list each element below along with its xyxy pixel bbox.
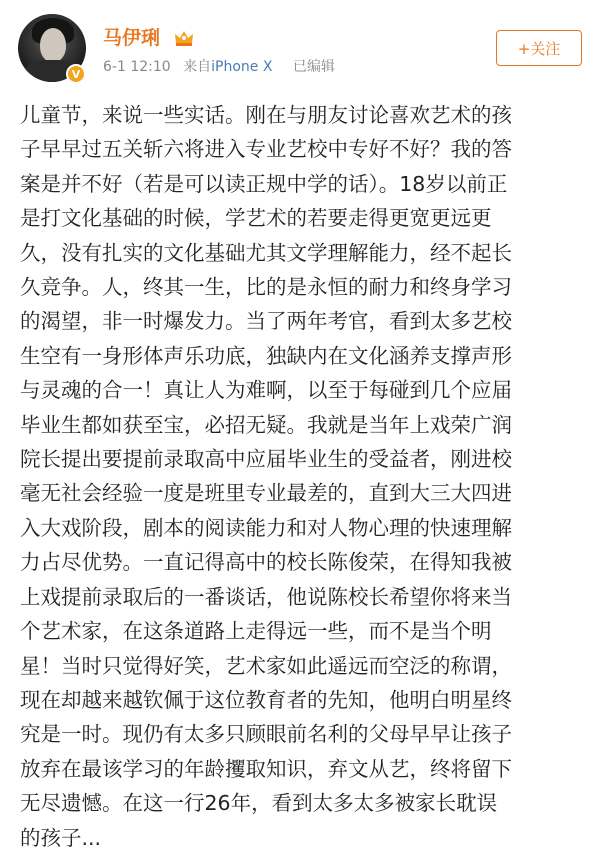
post-header (0, 0, 600, 96)
post-text-line: 无尽遗憾。在这一行26年，看到太多太多被家长耽误 (20, 791, 498, 816)
post-text-line: 现在却越来越钦佩于这位教育者的先知，他明白明星终 (20, 687, 512, 712)
post-source-prefix: 来自 (183, 59, 212, 75)
post-text-line: 的渴望，非一时爆发力。当了两年考官，看到太多艺校 (20, 309, 512, 334)
post-text-line: 儿童节，来说一些实话。刚在与朋友讨论喜欢艺术的孩 (20, 103, 512, 127)
author-name[interactable]: 马伊琍 (103, 27, 161, 49)
post-text-line: 院长提出要提前录取高中应届毕业生的受益者，刚进校 (20, 447, 512, 472)
post-text-line: 是打文化基础的时候，学艺术的若要走得更宽更远更 (20, 206, 492, 231)
post-device[interactable]: iPhone X (211, 59, 273, 75)
post-text-line: 个艺术家，在这条道路上走得远一些，而不是当个明 (20, 619, 492, 644)
verified-v-icon: V (66, 64, 86, 84)
edited-label[interactable]: 已编辑 (292, 59, 335, 75)
follow-button[interactable]: +关注 (496, 30, 582, 66)
post-body (20, 98, 586, 850)
post-text-line: 入大戏阶段，剧本的阅读能力和对人物心理的快速理解 (20, 515, 512, 540)
crown-icon (174, 29, 194, 47)
post-text-line: 力占尽优势。一直记得高中的校长陈俊荣，在得知我被 (20, 550, 512, 575)
post-text-line: 生空有一身形体声乐功底，独缺内在文化涵养支撑声形 (20, 343, 512, 368)
avatar-face (40, 28, 66, 62)
post-text-line: 放弃在最该学习的年龄攫取知识，弃文从艺，终将留下 (20, 756, 512, 781)
post-meta (103, 57, 343, 77)
post-text-line: 星！当时只觉得好笑，艺术家如此遥远而空泛的称谓， (20, 653, 512, 678)
post-text-line: 究是一时。现仍有太多只顾眼前名利的父母早早让孩子 (20, 722, 512, 747)
post-text-line: 毕业生都如获至宝，必招无疑。我就是当年上戏荣广润 (20, 412, 512, 437)
post-text-line: 子早早过五关斩六将进入专业艺校中专好不好？我的答 (20, 137, 512, 162)
post-timestamp: 6-1 12:10 (103, 59, 171, 75)
post-text-line: 久竞争。人，终其一生，比的是永恒的耐力和终身学习 (20, 275, 512, 300)
post-text-line: 上戏提前录取后的一番谈话，他说陈校长希望你将来当 (20, 584, 512, 609)
post-text-line: 的孩子... (20, 825, 102, 850)
post-text-line: 久，没有扎实的文化基础尤其文学理解能力，经不起长 (20, 240, 512, 265)
post-text-line: 案是并不好（若是可以读正规中学的话）。18岁以前正 (20, 171, 508, 196)
post-text-line: 毫无社会经验一度是班里专业最差的，直到大三大四进 (20, 481, 512, 506)
post-text-line: 与灵魂的合一！真让人为难啊，以至于每碰到几个应届 (20, 378, 512, 403)
